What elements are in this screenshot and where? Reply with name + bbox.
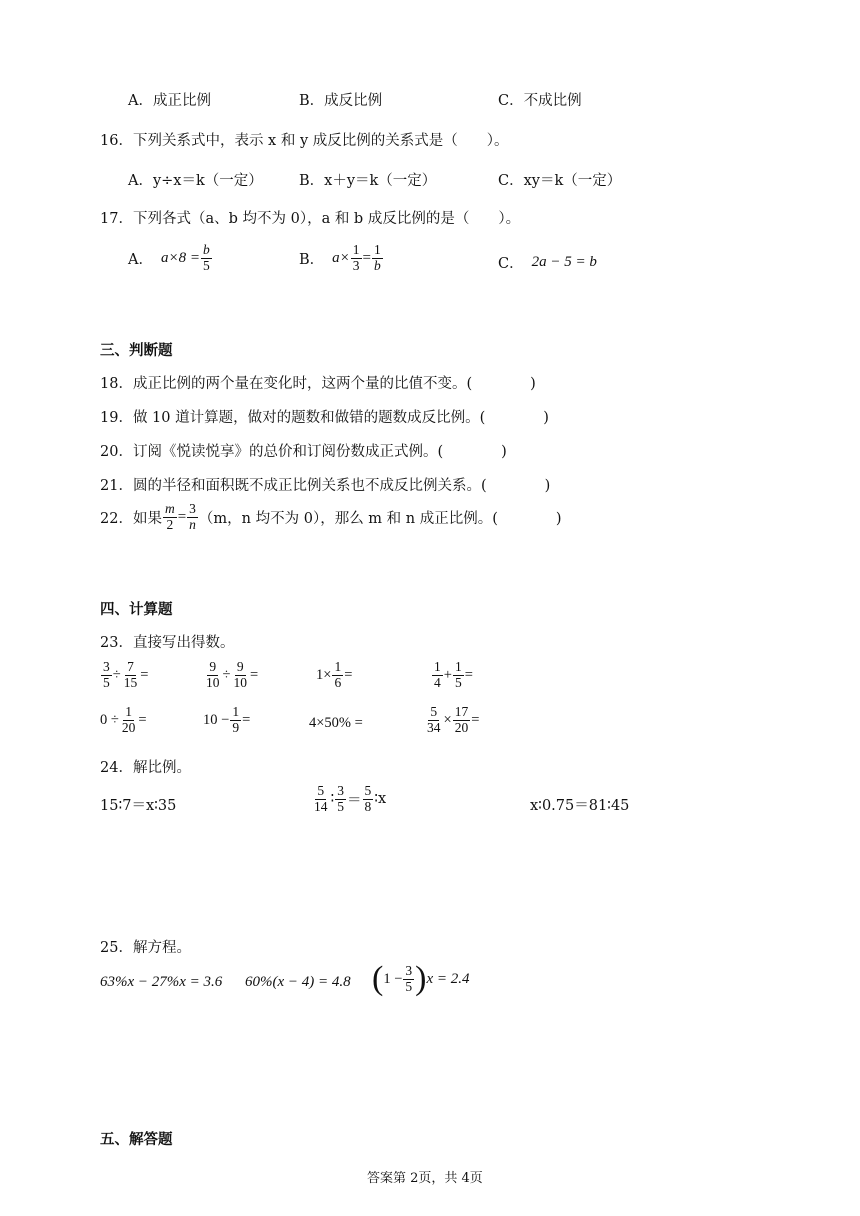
numerator: 3 — [337, 783, 345, 798]
fraction — [231, 660, 249, 691]
q22-suffix: （m，n 均不为 0），那么 m 和 n 成正比例。( ) — [198, 510, 562, 527]
fraction — [201, 243, 212, 274]
denominator: 3 — [352, 257, 360, 273]
numerator: 3 — [405, 962, 413, 978]
fraction — [335, 784, 346, 815]
q16-option-b: B．x＋y＝k（一定） — [299, 173, 437, 189]
equals-sign: = — [344, 666, 353, 683]
calc-item — [316, 660, 352, 691]
denominator: 20 — [454, 719, 469, 735]
numerator: 1 — [352, 242, 360, 257]
equation-3 — [372, 962, 470, 996]
fraction — [101, 660, 112, 691]
numerator: 7 — [127, 659, 134, 674]
numerator: 1 — [434, 659, 441, 674]
option-label: B． — [299, 251, 325, 268]
q22 — [100, 502, 562, 533]
denominator: 14 — [314, 798, 328, 814]
calc-item — [424, 705, 479, 736]
q16-option-c: C．xy＝k（一定） — [498, 173, 622, 189]
q17-option-a — [128, 243, 213, 274]
q15-option-b: B．成反比例 — [299, 93, 383, 109]
fraction — [120, 705, 138, 736]
denominator: 5 — [202, 257, 210, 273]
denominator: b — [374, 257, 381, 273]
denominator: 10 — [206, 674, 220, 690]
q23: 23．直接写出得数。 — [100, 635, 235, 651]
operator: + — [443, 666, 452, 683]
calc-item — [431, 660, 473, 691]
numerator: b — [202, 242, 210, 257]
numerator: 5 — [364, 783, 372, 798]
q19: 19．做 10 道计算题，做对的题数和做错的题数成反比例。( ) — [100, 410, 549, 426]
math-expression: 2a − 5 = b — [531, 254, 597, 270]
q20: 20．订阅《悦读悦享》的总价和订阅份数成正式例。( ) — [100, 444, 507, 460]
equals-sign: ＝ — [347, 792, 362, 809]
proportion-3: x∶0.75＝81∶45 — [530, 798, 630, 814]
fraction — [363, 784, 374, 815]
ratio-tail: ∶x — [374, 791, 387, 808]
equals-sign: = — [471, 711, 480, 728]
denominator: 20 — [121, 719, 136, 735]
option-label: C． — [498, 256, 524, 272]
operator: ÷ — [112, 666, 121, 683]
fraction — [403, 964, 414, 995]
right-paren: ) — [415, 960, 427, 997]
numerator: 3 — [103, 659, 110, 674]
numerator: 9 — [236, 659, 244, 674]
ratio-colon: ∶ — [330, 791, 335, 808]
fraction — [122, 660, 140, 691]
q17-option-c — [498, 252, 597, 273]
equation-1: 63%x − 27%x = 3.6 — [100, 974, 223, 990]
equals-sign: = — [138, 711, 147, 728]
numerator: 5 — [317, 783, 325, 798]
equals-sign: = — [140, 666, 149, 683]
page-footer: 答案第 2页，共 4页 — [367, 1171, 483, 1186]
q17-stem: 17．下列各式（a、b 均不为 0），a 和 b 成反比例的是（ ）。 — [100, 211, 521, 227]
calc-item — [100, 660, 148, 691]
calc-item — [309, 715, 363, 732]
section-title-answers: 五、解答题 — [100, 1132, 173, 1148]
denominator: 5 — [405, 978, 413, 994]
fraction — [312, 784, 330, 815]
operator: ÷ — [222, 666, 231, 683]
denominator: 10 — [233, 674, 247, 690]
denominator: 2 — [166, 516, 174, 532]
numerator: 1 — [334, 659, 342, 674]
fraction — [332, 660, 343, 691]
fraction — [187, 502, 198, 533]
denominator: 5 — [454, 674, 462, 690]
numerator: 17 — [454, 704, 469, 719]
q21: 21．圆的半径和面积既不成正比例关系也不成反比例关系。( ) — [100, 478, 551, 494]
q18: 18．成正比例的两个量在变化时，这两个量的比值不变。( ) — [100, 376, 536, 392]
fraction — [163, 502, 177, 533]
q16-stem: 16．下列关系式中，表示 x 和 y 成反比例的关系式是（ ）。 — [100, 133, 509, 149]
q25: 25．解方程。 — [100, 940, 191, 956]
equation-2: 60%(x − 4) = 4.8 — [245, 974, 351, 990]
fraction — [372, 243, 383, 274]
section-title-judgement: 三、判断题 — [100, 343, 173, 359]
numerator: 3 — [189, 501, 196, 516]
denominator: 5 — [103, 674, 110, 690]
fraction — [453, 660, 464, 691]
equals-sign: = — [249, 666, 259, 683]
equals-sign: = — [362, 249, 371, 266]
proportion-2 — [311, 784, 386, 815]
math-expression: x = 2.4 — [426, 970, 470, 987]
fraction — [453, 705, 471, 736]
q24: 24．解比例。 — [100, 760, 191, 776]
math-expression: 1× — [316, 666, 332, 683]
denominator: 4 — [434, 674, 441, 690]
denominator: 5 — [337, 798, 345, 814]
denominator: 15 — [123, 674, 138, 690]
fraction — [425, 705, 443, 736]
q16-option-a: A．y÷x＝k（一定） — [128, 173, 263, 189]
equals-sign: = — [242, 711, 251, 728]
calc-item — [203, 705, 250, 736]
math-expression: a× — [332, 249, 350, 266]
numerator: m — [164, 501, 175, 516]
q17-option-b — [299, 243, 384, 274]
denominator: 6 — [334, 674, 342, 690]
q22-prefix: 22．如果 — [100, 510, 162, 527]
fraction — [351, 243, 362, 274]
numerator: 1 — [454, 659, 462, 674]
left-paren: ( — [372, 960, 384, 997]
numerator: 1 — [374, 242, 381, 257]
fraction — [230, 705, 241, 736]
math-expression: 4×50% = — [309, 715, 363, 731]
math-expression: a×8 = — [160, 249, 200, 266]
denominator: n — [189, 516, 196, 532]
numerator: 1 — [125, 704, 132, 719]
proportion-1: 15∶7＝x∶35 — [100, 798, 177, 814]
numerator: 9 — [209, 659, 217, 674]
equals-sign: = — [464, 666, 473, 683]
q15-option-a: A．成正比例 — [128, 93, 211, 109]
calc-item — [100, 705, 147, 736]
denominator: 8 — [364, 798, 372, 814]
denominator: 9 — [232, 719, 240, 735]
q15-option-c: C．不成比例 — [498, 93, 582, 109]
option-label: A． — [128, 251, 153, 268]
fraction — [432, 660, 443, 691]
math-expression: 1 − — [383, 970, 403, 987]
calc-item — [203, 660, 258, 691]
math-expression: 10 − — [203, 711, 230, 728]
numerator: 5 — [430, 704, 438, 719]
fraction — [204, 660, 222, 691]
section-title-calculation: 四、计算题 — [100, 602, 173, 618]
numerator: 1 — [232, 704, 240, 719]
math-expression: 0 ÷ — [100, 711, 119, 728]
equals-sign: = — [177, 508, 187, 525]
denominator: 34 — [427, 719, 441, 735]
operator: × — [443, 711, 452, 728]
